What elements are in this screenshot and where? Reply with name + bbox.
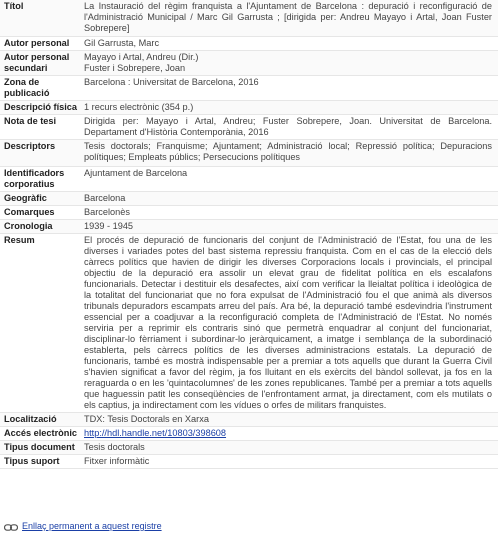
value-autor-secundari: [84, 52, 498, 74]
value-autor-personal: Gil Garrusta, Marc: [84, 38, 160, 48]
label-publicacio: Zona de publicació: [4, 77, 50, 98]
value-descripcio: 1 recurs electrònic (354 p.): [84, 102, 194, 112]
label-comarques: Comarques: [4, 207, 55, 217]
value-identificadors: Ajuntament de Barcelona: [84, 168, 188, 178]
label-cronologia: Cronologia: [4, 221, 53, 231]
row-geografic: [0, 192, 498, 206]
value-tipus-document: Tesis doctorals: [84, 442, 145, 452]
row-identificadors: [0, 167, 498, 192]
row-autor-secundari: [0, 51, 498, 76]
row-nota-tesi: [0, 115, 498, 140]
value-acces: [84, 428, 498, 439]
label-titol: Títol: [4, 1, 24, 11]
label-identificadors: Identificadors corporatius: [4, 168, 65, 189]
value-comarques: Barcelonès: [84, 207, 130, 217]
label-resum: Resum: [4, 235, 35, 245]
label-nota-tesi: Nota de tesi: [4, 116, 57, 126]
value-publicacio: Barcelona : Universitat de Barcelona, 2016: [84, 77, 259, 87]
row-tipus-suport: [0, 455, 498, 469]
permalink: [4, 521, 162, 531]
label-acces: Accés electrònic: [4, 428, 78, 438]
electronic-access-link[interactable]: http://hdl.handle.net/10803/398608: [84, 428, 227, 438]
row-comarques: [0, 206, 498, 220]
row-publicacio: [0, 76, 498, 101]
value-cronologia: 1939 - 1945: [84, 221, 134, 231]
value-resum: El procés de depuració de funcionaris del conjunt de l'Administració de l'Estat, fou una de les diverses i variades potes del bast sistema repressiu franquista. Com en el cas de la elecció dels càrrecs polítics que havien de dirigir les diverses Corporacions locals i provincials, el principal objectiu de la depuració era assolir un elevat grau de fidelitat política en els escalafons funcionarials. Detectar i destituir els desafectes, així com verificar la lleialtat política i ideològica de la totalitat del funcionariat que no fora expulsat de l'Administració fou el que animà als diversos tribunals depuradors escampats arreu del país. Ara bé, la depuració també esdevindria l'instrument essencial per a coadjuvar a la reconfiguració completa de l'Administració de l'Estat. No només serviria per a reprimir els contraris sinó que permetrà enquadrar al conjunt del funcionariat, disciplinar-lo fèrriament i subordinar-lo jeràrquicament, a imatge i semblança de la subordinació establerta, pels càrrecs polítics de les diverses administracions estatals. La depuració de funcionaris, també es mostrà indispensable per a premiar a tots aquells que durant la Guerra Civil s'havien significat a favor del règim, ja fos lluitant en els exèrcits del bàndol sollevat, ja fos en la reraguarda o en les 'quintacolumnes' de les zones republicanes. També per a premiar a tots aquells que haguessin patit les conseqüències de l'enfrontament armat, ja directament, com els mutilats o els captius, ja indirectament com les vídues o orfes de militars franquistes.: [84, 235, 492, 410]
label-autor-personal: Autor personal: [4, 38, 70, 48]
label-autor-secundari: Autor personal secundari: [4, 52, 70, 73]
permalink-link[interactable]: Enllaç permanent a aquest registre: [22, 521, 162, 531]
autor-secundari-2: Fuster i Sobrepere, Joan: [84, 63, 186, 73]
label-localitzacio: Localització: [4, 414, 57, 424]
row-localitzacio: [0, 413, 498, 427]
label-descripcio: Descripció física: [4, 102, 78, 112]
value-titol: La Instauració del règim franquista a l'Ajuntament de Barcelona : depuració i reconfiguració de l'Administració Municipal / Marc Gil Garrusta ; [dirigida per: Andreu Mayayo i Artal, Joan Fuster Sobrepere]: [84, 1, 492, 33]
value-nota-tesi: Dirigida per: Mayayo i Artal, Andreu; Fuster Sobrepere, Joan. Universitat de Barcelona. Departament d'Història Contemporània, 2016: [84, 116, 492, 137]
row-descriptors: [0, 140, 498, 167]
label-tipus-suport: Tipus suport: [4, 456, 60, 466]
value-geografic: Barcelona: [84, 193, 126, 203]
link-icon: [4, 523, 18, 530]
value-tipus-suport: Fitxer informàtic: [84, 456, 150, 466]
label-tipus-document: Tipus document: [4, 442, 75, 452]
value-localitzacio: TDX: Tesis Doctorals en Xarxa: [84, 414, 209, 424]
row-acces: [0, 427, 498, 441]
autor-secundari-1: Mayayo i Artal, Andreu (Dir.): [84, 52, 199, 62]
value-descriptors: Tesis doctorals; Franquisme; Ajuntament; Administració local; Repressió política; Depuracions polítiques; Empleats públics; Persecucions polítiques: [84, 141, 492, 162]
row-resum: [0, 234, 498, 413]
label-geografic: Geogràfic: [4, 193, 47, 203]
row-titol: [0, 0, 498, 37]
row-descripcio: [0, 101, 498, 115]
row-tipus-document: [0, 441, 498, 455]
row-cronologia: [0, 220, 498, 234]
row-autor-personal: [0, 37, 498, 51]
label-descriptors: Descriptors: [4, 141, 56, 151]
